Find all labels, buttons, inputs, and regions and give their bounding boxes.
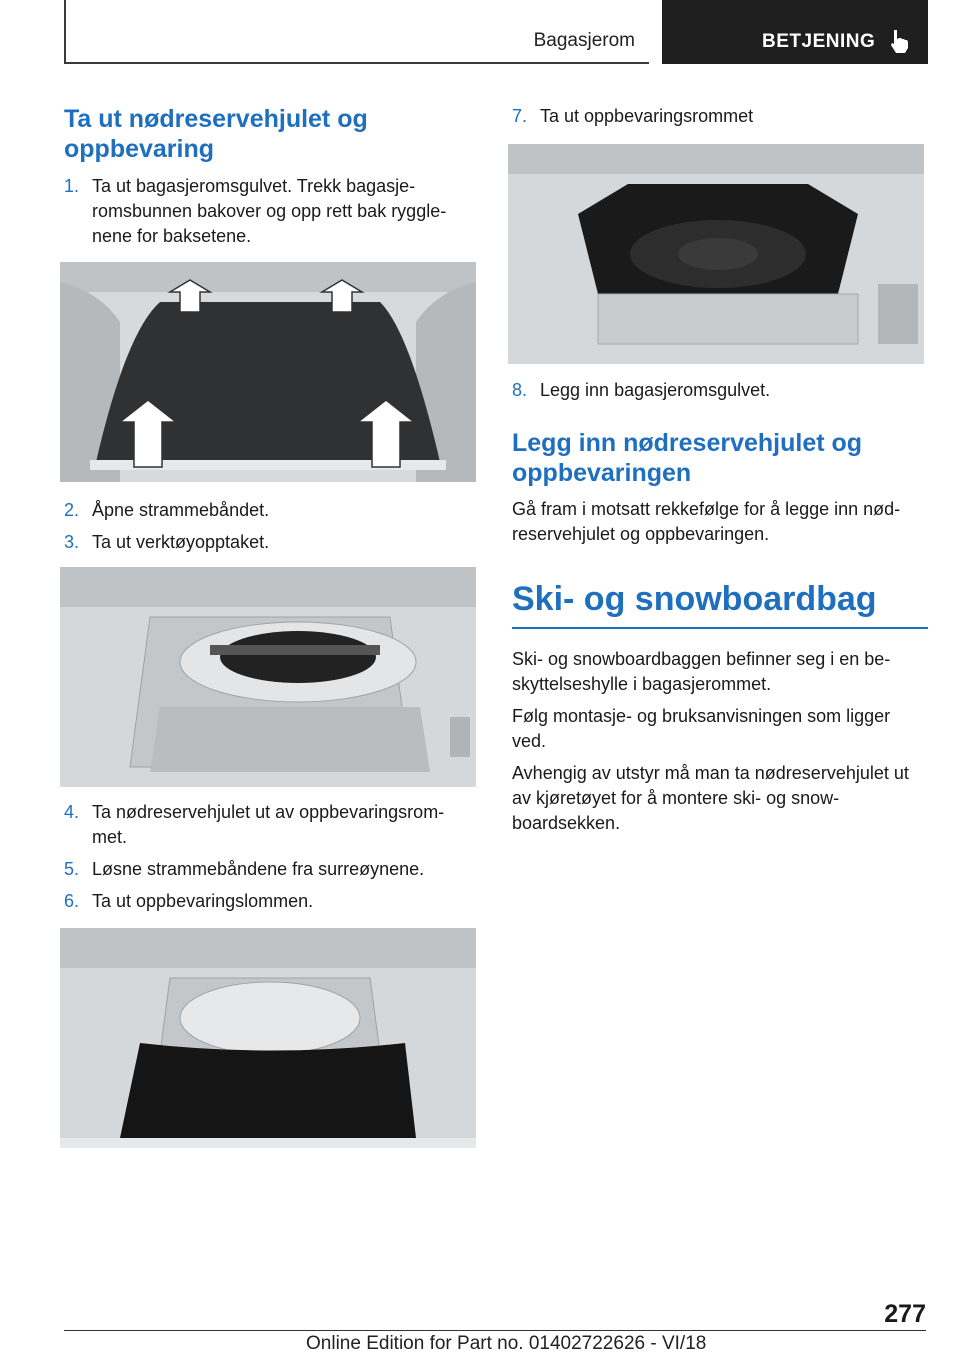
ski-bag-paragraph-3: Avhengig av utstyr må man ta nødreservehjulet ut av kjøretøyet for å montere ski- og snow-boardsekken.	[512, 763, 909, 833]
pointing-hand-icon	[888, 28, 910, 54]
step-number: 7.	[512, 106, 528, 126]
right-reinstall-section	[512, 428, 930, 547]
ski-bag-paragraph-1: Ski- og snowboardbaggen befinner seg i en be-skyttelseshylle i bagasjerommet.	[512, 649, 891, 694]
step-text: Ta nødreservehjulet ut av oppbevaringsrom-met.	[92, 802, 445, 847]
page-number: 277	[884, 1300, 926, 1328]
heading-reinstall-spare-wheel: Legg inn nødreservehjulet og oppbevaringen	[512, 429, 863, 487]
left-steps-4-6	[64, 800, 482, 914]
step-text: Ta ut verktøyopptaket.	[92, 532, 270, 552]
step-text: Ta ut oppbevaringsrommet	[540, 106, 754, 126]
step-1	[64, 174, 482, 249]
step-text: Ta ut bagasjeromsgulvet. Trekk bagasje-romsbunnen bakover og opp rett bak ryggle-nene for baksetene.	[92, 176, 447, 246]
left-steps-2-3	[64, 498, 482, 555]
reinstall-paragraph: Gå fram i motsatt rekkefølge for å legge inn nød-reservehjulet og oppbevaringen.	[512, 499, 901, 544]
step-7	[512, 104, 930, 129]
right-step-8	[512, 378, 930, 403]
step-8	[512, 378, 930, 403]
step-5	[64, 857, 482, 882]
ski-bag-section	[512, 580, 928, 836]
figure-storage-pocket	[60, 928, 476, 1148]
step-4	[64, 800, 482, 850]
step-6	[64, 889, 482, 914]
step-text: Løsne strammebåndene fra surreøynene.	[92, 859, 425, 879]
figure-storage-compartment	[508, 144, 924, 364]
step-number: 4.	[64, 802, 80, 822]
step-text: Åpne strammebåndet.	[92, 500, 270, 520]
storage-compartment-illustration	[508, 144, 924, 364]
step-text: Ta ut oppbevaringslommen.	[92, 891, 314, 911]
section-title: Bagasjerom	[533, 30, 635, 51]
step-number: 5.	[64, 859, 80, 879]
chapter-tab-label: BETJENING	[762, 31, 876, 52]
storage-pocket-illustration	[60, 928, 476, 1148]
footer-rule	[64, 1330, 926, 1331]
figure-trunk-floor	[60, 262, 476, 482]
step-number: 2.	[64, 500, 80, 520]
step-number: 1.	[64, 176, 80, 196]
step-2	[64, 498, 482, 523]
heading-remove-spare-wheel: Ta ut nødreservehjulet og oppbevaring	[64, 105, 368, 163]
right-column-top	[512, 104, 930, 129]
step-number: 6.	[64, 891, 80, 911]
step-text: Legg inn bagasjeromsgulvet.	[540, 380, 771, 400]
step-number: 8.	[512, 380, 528, 400]
edition-note: Online Edition for Part no. 01402722626 - VI/18	[306, 1333, 707, 1354]
ski-bag-paragraph-2: Følg montasje- og bruksanvisningen som ligger ved.	[512, 706, 891, 751]
chapter-tab[interactable]	[662, 0, 928, 64]
left-column	[64, 104, 482, 249]
figure-tool-holder	[60, 567, 476, 787]
ski-bag-heading: Ski- og snowboardbag	[512, 580, 877, 618]
tool-holder-illustration	[60, 567, 476, 787]
trunk-floor-illustration	[60, 262, 476, 482]
step-number: 3.	[64, 532, 80, 552]
step-3	[64, 530, 482, 555]
